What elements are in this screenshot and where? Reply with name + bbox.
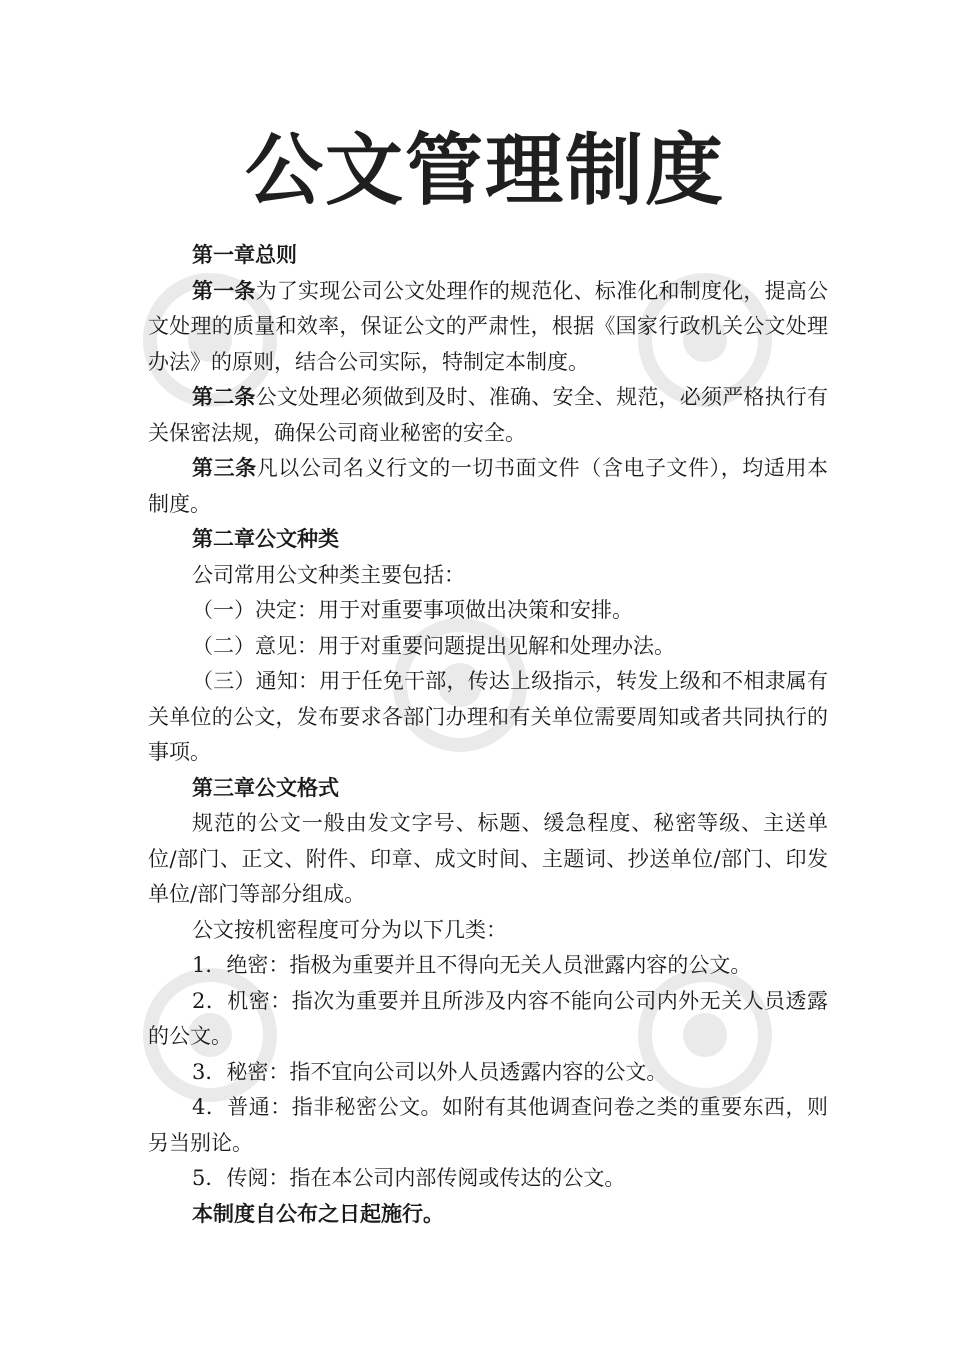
chapter2-intro: 公司常用公文种类主要包括： <box>192 562 465 587</box>
doc-type-item: （三）通知：用于任免干部，传达上级指示，转发上级和不相隶属有关单位的公文，发布要求各部门办理和有关单位需要周知或者共同执行的事项。 <box>148 669 828 764</box>
article-1 <box>148 274 828 381</box>
format-description: 规范的公文一般由发文字号、标题、缓急程度、秘密等级、主送单位/部门、正文、附件、印章、成文时间、主题词、抄送单位/部门、印发单位/部门等部分组成。 <box>148 811 828 906</box>
article-2-text: 公文处理必须做到及时、准确、安全、规范，必须严格执行有关保密法规，确保公司商业秘密的安全。 <box>148 385 829 445</box>
article-3 <box>148 451 828 522</box>
article-2-label: 第二条 <box>192 385 256 409</box>
chapter1-heading: 第一章总则 <box>192 243 297 267</box>
confidentiality-intro: 公文按机密程度可分为以下几类： <box>192 917 507 942</box>
article-1-label: 第一条 <box>192 278 256 303</box>
article-2 <box>148 380 828 451</box>
article-1-text: 为了实现公司公文处理作的规范化、标准化和制度化，提高公文处理的质量和效率，保证公文的严肃性，根据《国家行政机关公文处理办法》的原则，结合公司实际，特制定本制度。 <box>148 278 829 374</box>
doc-type-item: （二）意见：用于对重要问题提出见解和处理办法。 <box>192 633 675 658</box>
confidentiality-level: 4．普通：指非秘密公文。如附有其他调查问卷之类的重要东西，则另当别论。 <box>148 1095 828 1155</box>
document-title: 公文管理制度 <box>244 126 725 216</box>
chapter3-heading: 第三章公文格式 <box>192 775 339 800</box>
document-body <box>148 238 828 1232</box>
confidentiality-level: 5．传阅：指在本公司内部传阅或传达的公文。 <box>192 1166 626 1190</box>
article-3-label: 第三条 <box>192 456 257 480</box>
chapter2-heading: 第二章公文种类 <box>192 527 339 551</box>
confidentiality-level: 3．秘密：指不宜向公司以外人员透露内容的公文。 <box>192 1059 668 1084</box>
confidentiality-level: 1．绝密：指极为重要并且不得向无关人员泄露内容的公文。 <box>192 953 752 977</box>
closing-statement: 本制度自公布之日起施行。 <box>192 1201 444 1226</box>
doc-type-item: （一）决定：用于对重要事项做出决策和安排。 <box>192 598 633 622</box>
article-3-text: 凡以公司名义行文的一切书面文件（含电子文件），均适用本制度。 <box>148 456 829 516</box>
confidentiality-level: 2．机密：指次为重要并且所涉及内容不能向公司内外无关人员透露的公文。 <box>148 988 828 1048</box>
